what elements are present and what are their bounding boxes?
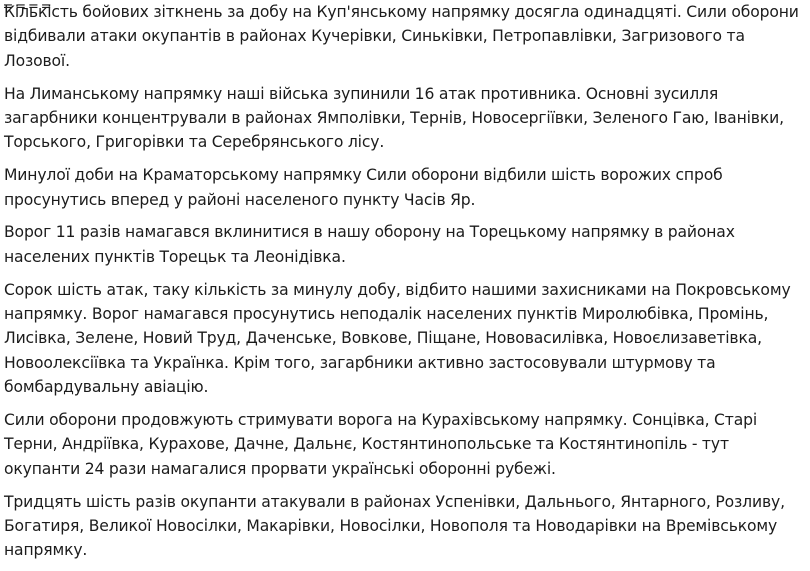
paragraph-toretsk: Ворог 11 разів намагався вклинитися в нашу оборону на Торецькому напрямку в районах населених пунктів Торецьк та Леонідівка. <box>4 223 735 266</box>
paragraph-pokrovsk: Сорок шість атак, таку кількість за минулу добу, відбито нашими захисниками на Покровському напрямку. Ворог намагався просунутись неподалік населених пунктів Миролюбівка, Промінь, Лисівка, Зелене, Новий Труд, Даченське, Вовкове, Піщане, Нововасилівка, Новоєлизаветівка, Новоолексіївка та Українка. Крім того, загарбники активно застосовували штурмову та бомбардувальну авіацію. <box>4 280 791 397</box>
paragraph-lyman: На Лиманському напрямку наші війська зупинили 16 атак противника. Основні зусилля загарбники концентрували в районах Ямполівки, Тернів, Новосергіївки, Зеленого Гаю, Іванівки, Торського, Григорівки та Серебрянського лісу. <box>4 84 784 152</box>
paragraph-vremivka: Тридцять шість разів окупанти атакували в районах Успенівки, Дальнього, Янтарного, Розливу, Богатиря, Великої Новосілки, Макарівки, Новосілки, Новополя та Новодарівки на Времівському напрямку. <box>4 492 785 560</box>
paragraph-kurakhove: Сили оборони продовжують стримувати ворога на Курахівському напрямку. Сонцівка, Старі Терни, Андріївка, Курахове, Дачне, Дальнє, Костянтинопольське та Костянтинопіль - тут окупанти 24 рази намагалися прорвати українські оборонні рубежі. <box>4 411 758 478</box>
article-body <box>4 0 808 571</box>
paragraph-kupiansk: Кількість бойових зіткнень за добу на Куп'янському напрямку досягла одинадцяті. Сили оборони відбивали атаки окупантів в районах Кучерівки, Синьківки, Петропавлівки, Загризового та Лозової. <box>4 3 799 70</box>
paragraph-kramatorsk: Минулої доби на Краматорському напрямку Сили оборони відбили шість ворожих спроб просунутись вперед у районі населеного пункту Часів Яр. <box>4 166 723 209</box>
